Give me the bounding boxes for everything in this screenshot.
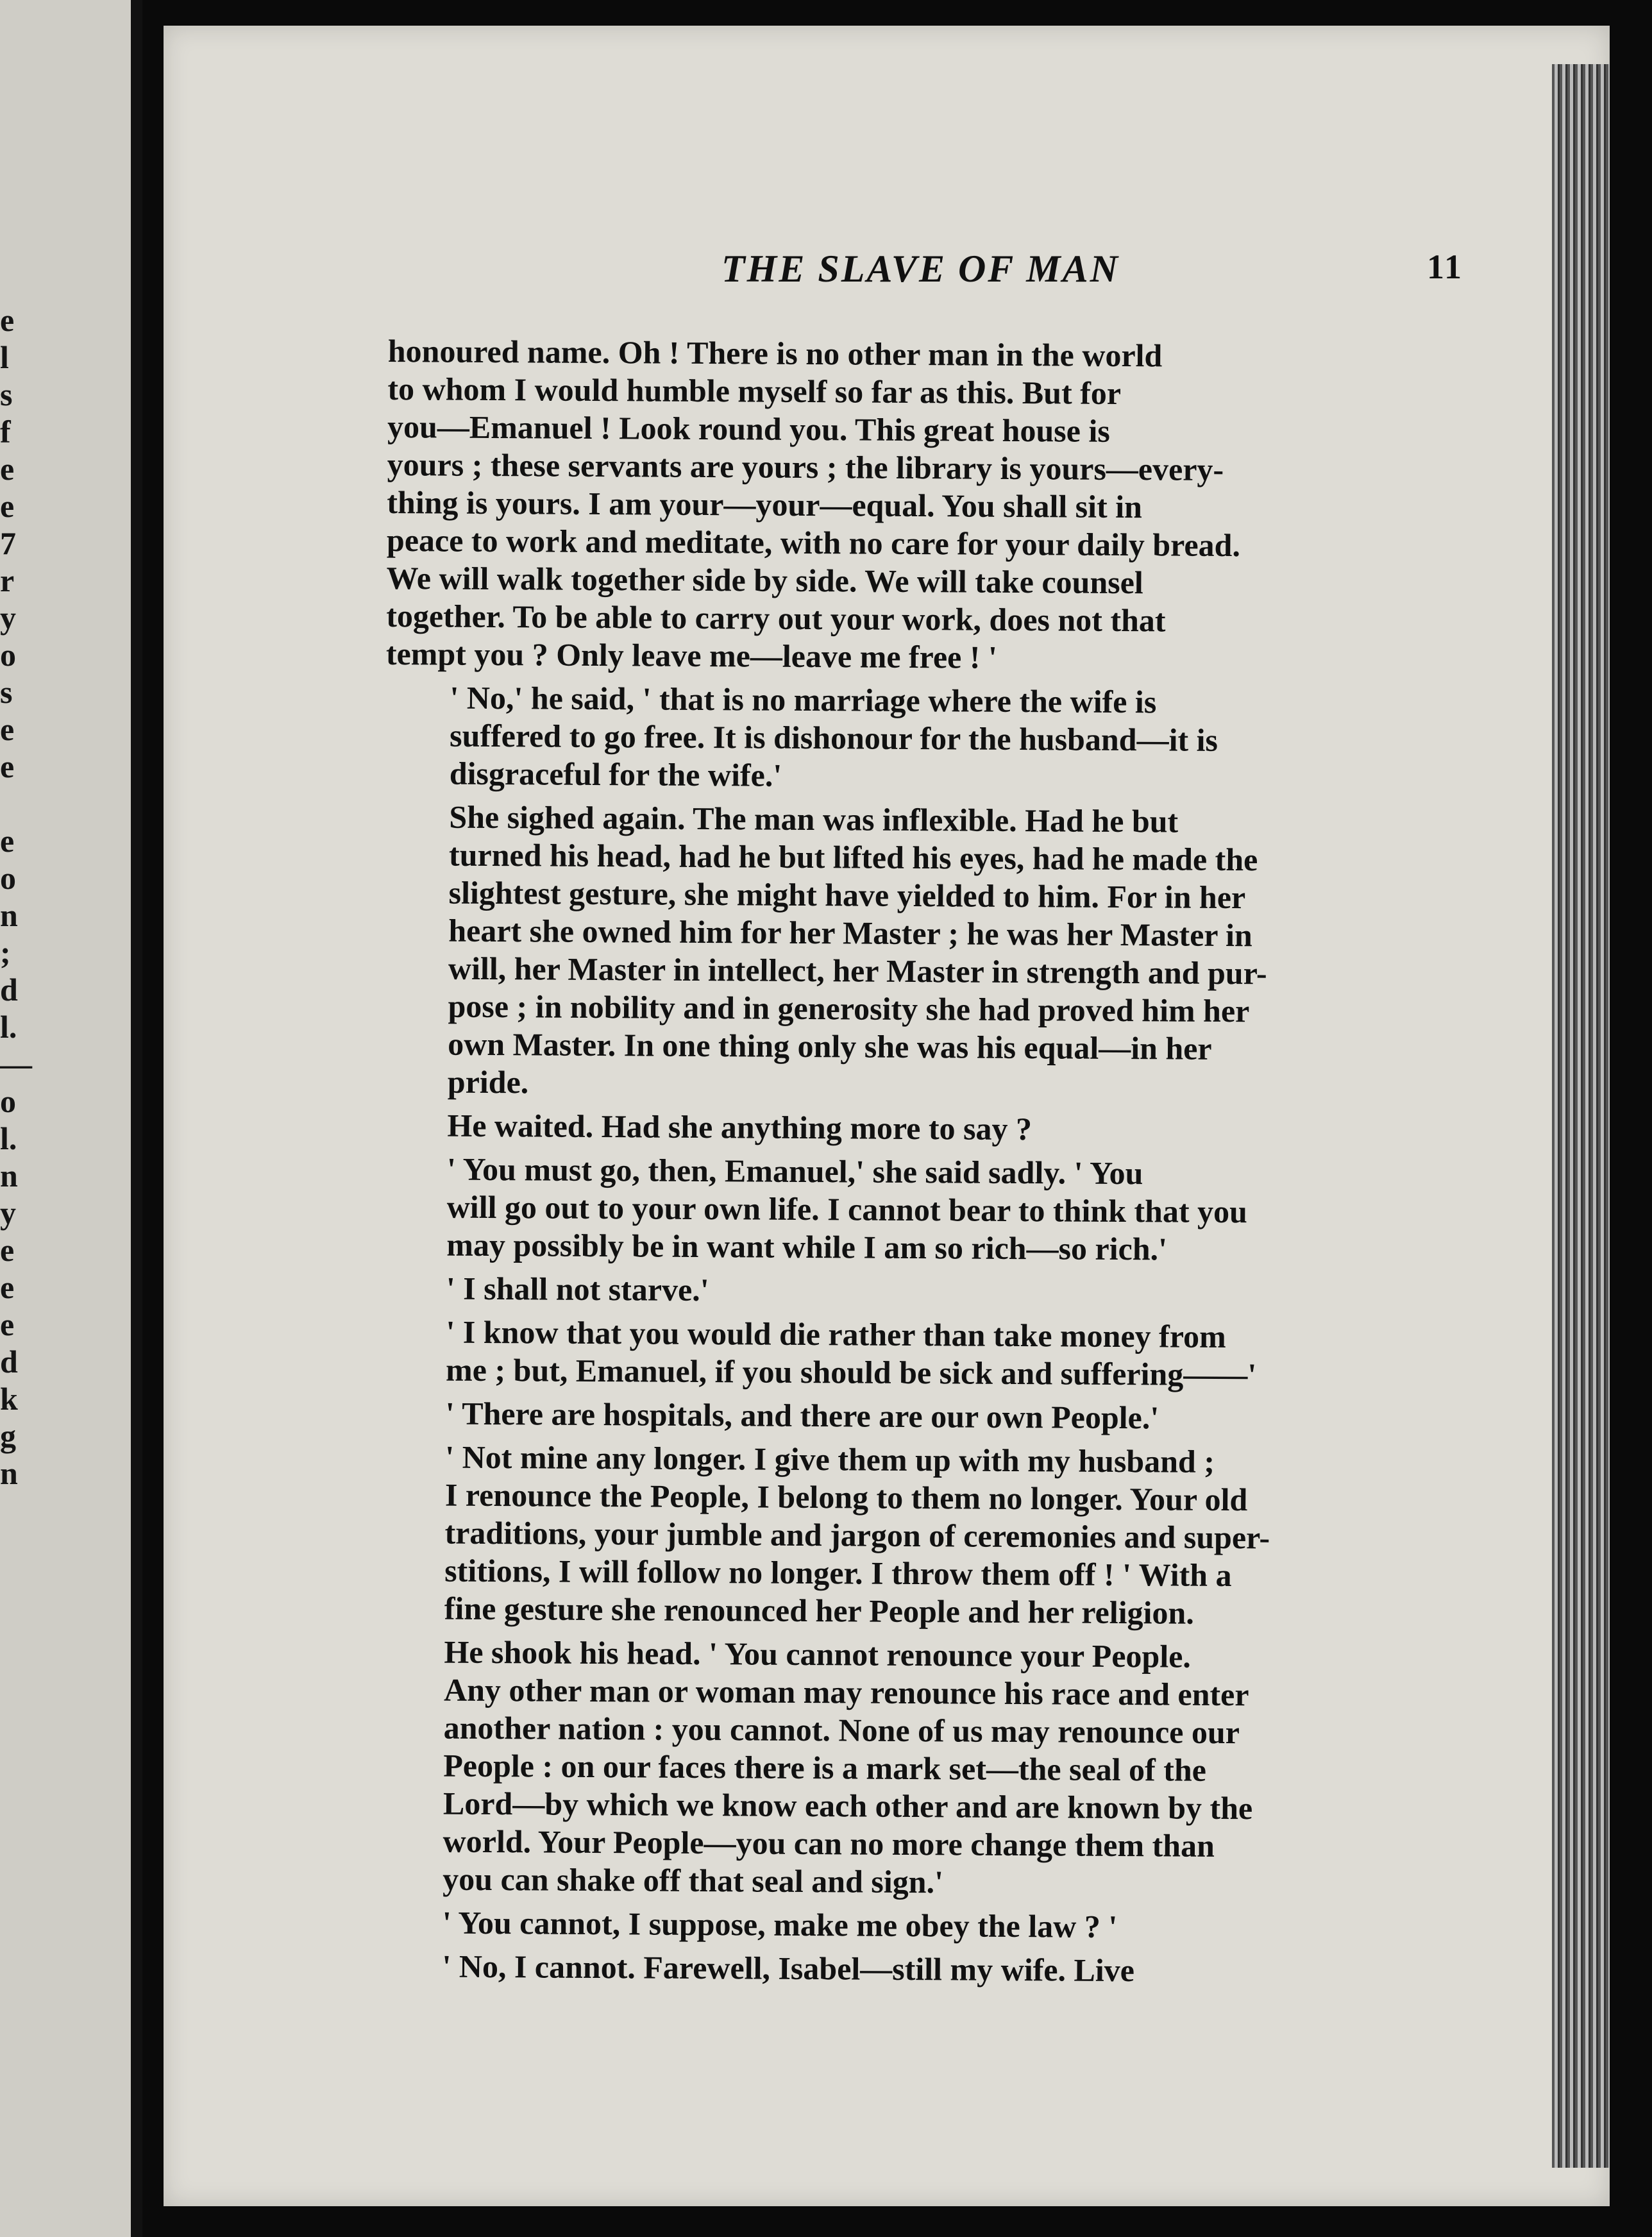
text-line: He waited. Had she anything more to say ? <box>447 1107 1032 1147</box>
fragment-char: e <box>0 748 15 784</box>
book-gutter <box>131 0 142 2237</box>
fragment-char: 7 <box>0 525 16 561</box>
text-line: suffered to go free. It is dishonour for the husband—it is <box>449 717 1218 758</box>
text-line: traditions, your jumble and jargon of ceremonies and super- <box>444 1514 1270 1556</box>
page-number: 11 <box>1427 248 1464 286</box>
text-line: ' No,' he said, ' that is no marriage where the wife is <box>450 679 1157 720</box>
fragment-char: o <box>0 860 16 896</box>
text-line: People : on our faces there is a mark set—the seal of the <box>443 1747 1207 1788</box>
text-line: own Master. In one thing only she was his equal—in her <box>448 1026 1212 1067</box>
text-line: Lord—by which we know each other and are known by the <box>442 1785 1253 1827</box>
fragment-char: d <box>0 972 18 1008</box>
text-line: tempt you ? Only leave me—leave me free ! ' <box>385 635 998 675</box>
fragment-char: — <box>0 1046 32 1082</box>
fragment-char: e <box>0 1306 15 1342</box>
fragment-char: e <box>0 1232 15 1268</box>
fragment-char: e <box>0 823 15 859</box>
paragraph <box>382 1394 1453 1439</box>
text-line: slightest gesture, she might have yielded to him. For in her <box>448 874 1246 916</box>
page-edges <box>1552 64 1610 2168</box>
text-line: turned his head, had he but lifted his eyes, had he made the <box>448 836 1258 878</box>
paragraph <box>383 1106 1454 1151</box>
text-line: ' No, I cannot. Farewell, Isabel—still my wife. Live <box>442 1948 1135 1989</box>
paragraph <box>382 1150 1454 1270</box>
paragraph <box>386 332 1459 679</box>
fragment-char: e <box>0 711 15 747</box>
fragment-char: f <box>0 414 11 450</box>
text-line: pride. <box>447 1063 529 1101</box>
text-line: may possibly be in want while I am so rich—so rich.' <box>446 1226 1168 1267</box>
fragment-char: d <box>0 1344 18 1380</box>
text-line: world. Your People—you can no more change them than <box>442 1823 1215 1864</box>
fragment-char: s <box>0 376 13 412</box>
fragment-char: o <box>0 1083 16 1119</box>
text-line: She sighed again. The man was inflexible. Had he but <box>449 798 1179 840</box>
fragment-char: y <box>0 600 16 636</box>
left-page-text-fragment <box>0 301 38 1492</box>
text-line: to whom I would humble myself so far as this. But for <box>387 370 1122 411</box>
fragment-char: e <box>0 1269 15 1305</box>
text-line: ' You cannot, I suppose, make me obey the law ? ' <box>442 1904 1118 1945</box>
text-line: I renounce the People, I belong to them no longer. Your old <box>444 1476 1248 1518</box>
fragment-char <box>0 785 38 822</box>
text-line: pose ; in nobility and in generosity she had proved him her <box>448 988 1250 1029</box>
text-line: yours ; these servants are yours ; the library is yours—every- <box>387 446 1224 487</box>
text-line: together. To be able to carry out your work, does not that <box>386 597 1166 639</box>
fragment-char: e <box>0 451 15 487</box>
fragment-char: n <box>0 1455 18 1491</box>
text-line: honoured name. Oh ! There is no other man in the world <box>387 333 1163 374</box>
paragraph <box>378 1904 1449 1948</box>
paragraph <box>378 1633 1451 1904</box>
text-line: ' Not mine any longer. I give them up with my husband ; <box>445 1439 1215 1480</box>
text-line: another nation : you cannot. None of us may renounce our <box>443 1709 1240 1751</box>
text-line: you can shake off that seal and sign.' <box>442 1861 944 1900</box>
text-line: peace to work and meditate, with no care for your daily bread. <box>386 521 1241 564</box>
paragraph <box>385 679 1457 798</box>
fragment-char: e <box>0 302 15 338</box>
paragraph <box>380 1438 1453 1633</box>
running-head: THE SLAVE OF MAN <box>721 248 1120 290</box>
text-line: fine gesture she renounced her People and her religion. <box>444 1590 1194 1631</box>
book-page <box>164 26 1610 2206</box>
left-page-fragment <box>0 0 142 2237</box>
text-line: will go out to your own life. I cannot bear to think that you <box>446 1188 1248 1230</box>
text-line: will, her Master in intellect, her Master in strength and pur- <box>448 950 1267 992</box>
text-line: disgraceful for the wife.' <box>449 755 782 793</box>
paragraph <box>382 1269 1453 1313</box>
text-line: thing is yours. I am your—your—equal. You shall sit in <box>387 484 1143 525</box>
text-line: We will walk together side by side. We will take counsel <box>386 559 1143 601</box>
fragment-char: r <box>0 562 15 598</box>
fragment-char: s <box>0 674 13 710</box>
fragment-char: y <box>0 1195 16 1231</box>
fragment-char: n <box>0 1158 18 1194</box>
paragraph <box>384 798 1456 1107</box>
fragment-char: l. <box>0 1009 17 1045</box>
fragment-char: ; <box>0 934 11 970</box>
text-line: ' I know that you would die rather than take money from <box>446 1313 1226 1355</box>
text-line: stitions, I will follow no longer. I throw them off ! ' With a <box>444 1552 1232 1594</box>
text-line: heart she owned him for her Master ; he was her Master in <box>448 912 1253 954</box>
text-line: you—Emanuel ! Look round you. This great house is <box>387 408 1110 449</box>
text-line: me ; but, Emanuel, if you should be sick and suffering——' <box>445 1351 1257 1393</box>
paragraph <box>378 1947 1449 1991</box>
fragment-char: l <box>0 339 9 375</box>
fragment-char: n <box>0 897 18 933</box>
fragment-char: k <box>0 1381 18 1417</box>
body-text <box>378 332 1459 1997</box>
text-line: ' You must go, then, Emanuel,' she said sadly. ' You <box>446 1151 1143 1192</box>
text-line: Any other man or woman may renounce his race and enter <box>443 1671 1249 1713</box>
text-line: ' I shall not starve.' <box>446 1270 709 1308</box>
fragment-char: l. <box>0 1120 17 1156</box>
fragment-char: e <box>0 488 15 524</box>
fragment-char: o <box>0 637 16 673</box>
fragment-char: g <box>0 1418 16 1454</box>
text-line: He shook his head. ' You cannot renounce your People. <box>444 1633 1192 1675</box>
text-line: ' There are hospitals, and there are our own People.' <box>445 1395 1159 1436</box>
paragraph <box>382 1313 1453 1395</box>
